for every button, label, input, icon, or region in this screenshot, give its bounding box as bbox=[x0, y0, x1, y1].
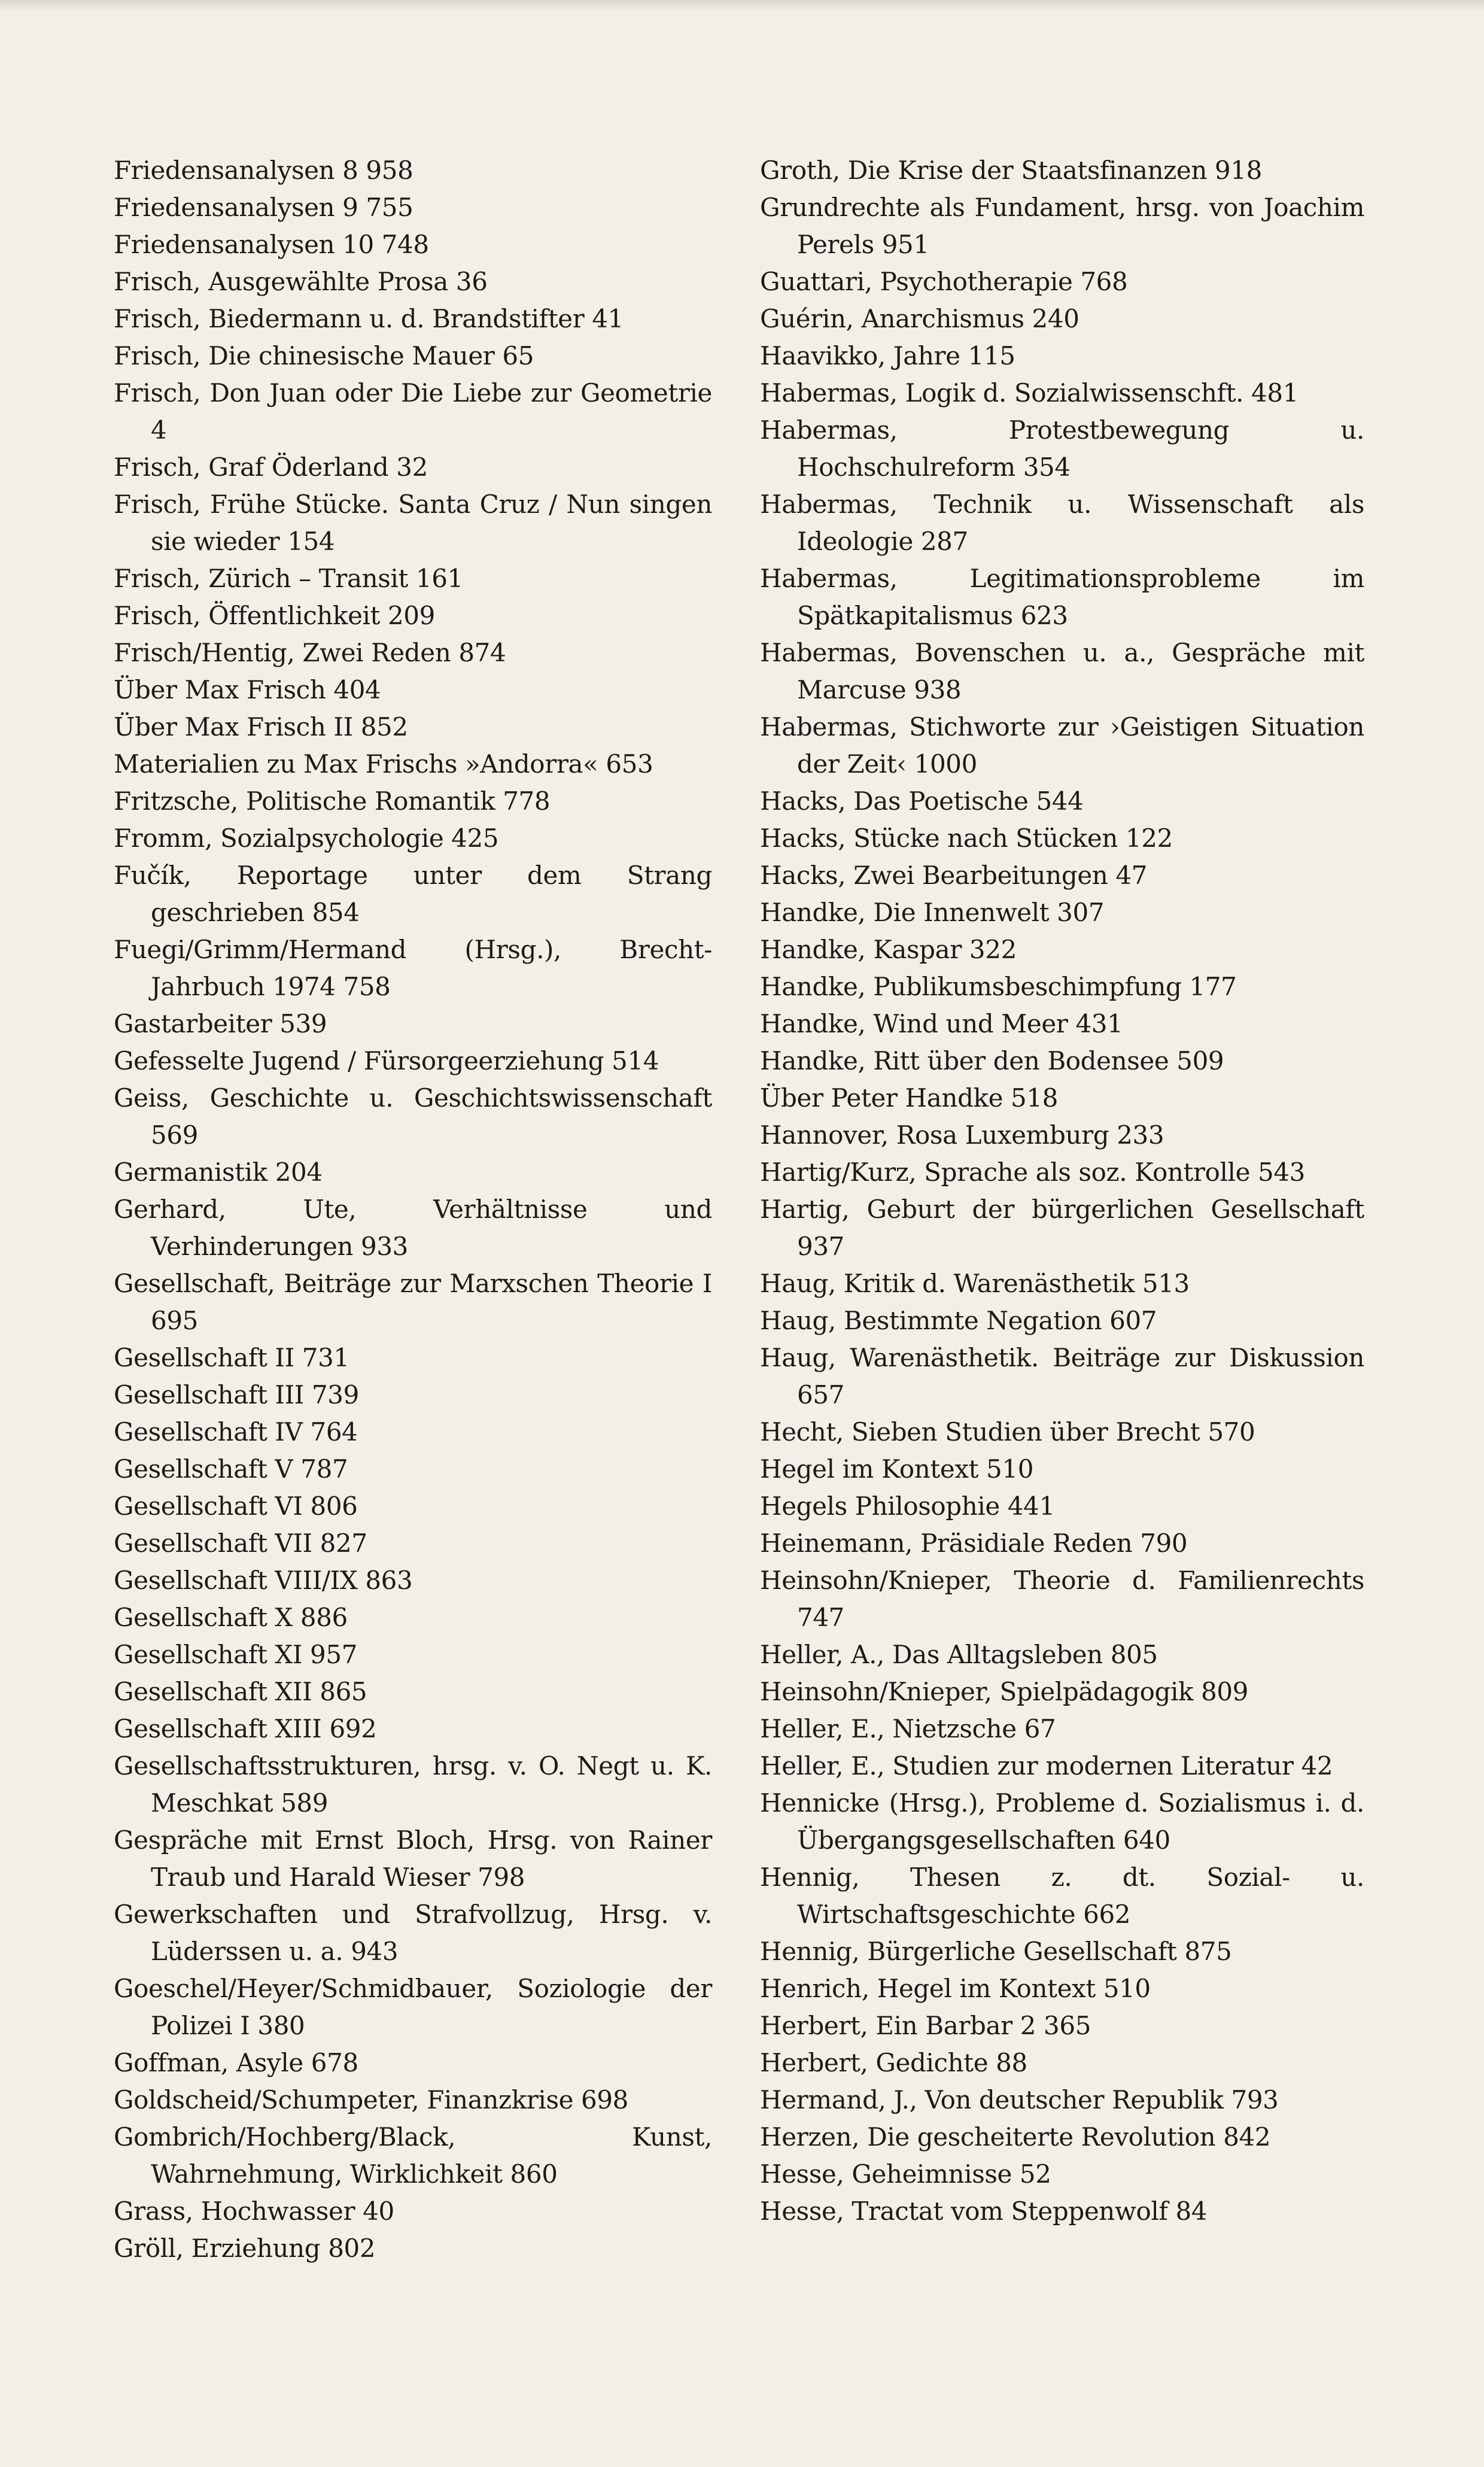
index-entry: Friedensanalysen 8 958 bbox=[114, 156, 413, 185]
page-top-edge bbox=[0, 0, 1484, 11]
index-entry: Herzen, Die gescheiterte Revolution 842 bbox=[760, 2122, 1271, 2152]
index-entry: Grundrechte als Fundament, hrsg. von Joachim Perels 951 bbox=[760, 193, 1364, 259]
index-entry: Frisch, Don Juan oder Die Liebe zur Geometrie 4 bbox=[114, 378, 712, 445]
index-entry: Gombrich/Hochberg/Black, Kunst, Wahrnehmung, Wirklichkeit 860 bbox=[114, 2122, 712, 2189]
index-entry: Hesse, Geheimnisse 52 bbox=[760, 2159, 1051, 2189]
index-entry: Hacks, Stücke nach Stücken 122 bbox=[760, 824, 1173, 853]
index-entry: Hesse, Tractat vom Steppenwolf 84 bbox=[760, 2196, 1208, 2226]
index-entry: Goffman, Asyle 678 bbox=[114, 2048, 358, 2077]
index-entry: Heller, A., Das Alltagsleben 805 bbox=[760, 1640, 1158, 1669]
index-entry: Fuegi/Grimm/Hermand (Hrsg.), Brecht-Jahrbuch 1974 758 bbox=[114, 935, 712, 1001]
index-entry: Gesellschaft XII 865 bbox=[114, 1677, 367, 1706]
index-entry: Friedensanalysen 9 755 bbox=[114, 193, 413, 222]
index-entry: Haug, Bestimmte Negation 607 bbox=[760, 1306, 1157, 1335]
index-entry: Guattari, Psychotherapie 768 bbox=[760, 267, 1128, 296]
index-entry: Habermas, Technik u. Wissenschaft als Ideologie 287 bbox=[760, 490, 1364, 556]
index-entry: Habermas, Protestbewegung u. Hochschulreform 354 bbox=[760, 415, 1364, 482]
index-column-left bbox=[114, 152, 712, 2267]
index-entry: Über Max Frisch II 852 bbox=[114, 712, 408, 742]
index-entry: Germanistik 204 bbox=[114, 1157, 323, 1187]
index-entry: Heinsohn/Knieper, Spielpädagogik 809 bbox=[760, 1677, 1248, 1706]
index-entry: Grass, Hochwasser 40 bbox=[114, 2196, 394, 2226]
index-entry: Handke, Ritt über den Bodensee 509 bbox=[760, 1046, 1224, 1075]
index-entry: Guérin, Anarchismus 240 bbox=[760, 304, 1079, 333]
index-entry: Frisch, Zürich – Transit 161 bbox=[114, 564, 463, 593]
index-entry: Handke, Publikumsbeschimpfung 177 bbox=[760, 972, 1237, 1001]
index-entry: Fučík, Reportage unter dem Strang geschrieben 854 bbox=[114, 861, 712, 927]
index-entry: Gesellschaft IV 764 bbox=[114, 1417, 358, 1447]
index-entry: Henrich, Hegel im Kontext 510 bbox=[760, 1974, 1151, 2003]
index-entry: Groth, Die Krise der Staatsfinanzen 918 bbox=[760, 156, 1262, 185]
index-entry: Fritzsche, Politische Romantik 778 bbox=[114, 786, 551, 816]
index-entry: Geiss, Geschichte u. Geschichtswissenschaft 569 bbox=[114, 1083, 712, 1150]
index-entry: Materialien zu Max Frischs »Andorra« 653 bbox=[114, 749, 653, 779]
index-entry: Gesellschaft III 739 bbox=[114, 1380, 359, 1409]
index-entry: Frisch, Ausgewählte Prosa 36 bbox=[114, 267, 488, 296]
index-entry: Habermas, Bovenschen u. a., Gespräche mit Marcuse 938 bbox=[760, 638, 1364, 704]
index-entry: Frisch, Graf Öderland 32 bbox=[114, 452, 428, 482]
index-entry: Haug, Kritik d. Warenästhetik 513 bbox=[760, 1269, 1190, 1298]
index-entry: Heller, E., Studien zur modernen Literatur 42 bbox=[760, 1751, 1333, 1781]
index-entry: Gespräche mit Ernst Bloch, Hrsg. von Rainer Traub und Harald Wieser 798 bbox=[114, 1825, 712, 1892]
index-entry: Hartig, Geburt der bürgerlichen Gesellschaft 937 bbox=[760, 1195, 1364, 1261]
index-entry: Hegel im Kontext 510 bbox=[760, 1454, 1034, 1484]
index-entry: Gesellschaft V 787 bbox=[114, 1454, 348, 1484]
index-entry: Gesellschaft VII 827 bbox=[114, 1529, 367, 1558]
index-entry: Hegels Philosophie 441 bbox=[760, 1491, 1055, 1521]
index-entry: Hacks, Das Poetische 544 bbox=[760, 786, 1084, 816]
index-entry: Gesellschaft II 731 bbox=[114, 1343, 349, 1372]
index-entry: Über Max Frisch 404 bbox=[114, 675, 381, 704]
index-entry: Herbert, Ein Barbar 2 365 bbox=[760, 2011, 1091, 2040]
index-entry: Habermas, Stichworte zur ›Geistigen Situation der Zeit‹ 1000 bbox=[760, 712, 1364, 779]
index-entry: Über Peter Handke 518 bbox=[760, 1083, 1058, 1113]
index-entry: Haug, Warenästhetik. Beiträge zur Diskussion 657 bbox=[760, 1343, 1364, 1409]
index-entry: Gesellschaft, Beiträge zur Marxschen Theorie I 695 bbox=[114, 1269, 712, 1335]
index-entry: Habermas, Legitimationsprobleme im Spätkapitalismus 623 bbox=[760, 564, 1364, 630]
index-entry: Hannover, Rosa Luxemburg 233 bbox=[760, 1120, 1164, 1150]
index-entry: Handke, Die Innenwelt 307 bbox=[760, 898, 1105, 927]
index-entry: Heinemann, Präsidiale Reden 790 bbox=[760, 1529, 1188, 1558]
index-entry: Gefesselte Jugend / Fürsorgeerziehung 514 bbox=[114, 1046, 659, 1075]
index-entry: Hennicke (Hrsg.), Probleme d. Sozialismus i. d. Übergangsgesellschaften 640 bbox=[760, 1788, 1364, 1855]
index-entry: Heller, E., Nietzsche 67 bbox=[760, 1714, 1056, 1743]
index-entry: Fromm, Sozialpsychologie 425 bbox=[114, 824, 499, 853]
index-column-right bbox=[760, 152, 1364, 2230]
index-entry: Goldscheid/Schumpeter, Finanzkrise 698 bbox=[114, 2085, 628, 2114]
index-entry: Hacks, Zwei Bearbeitungen 47 bbox=[760, 861, 1148, 890]
index-entry: Haavikko, Jahre 115 bbox=[760, 341, 1015, 370]
index-entry: Gesellschaft XIII 692 bbox=[114, 1714, 377, 1743]
index-entry: Gastarbeiter 539 bbox=[114, 1009, 327, 1038]
index-entry: Frisch, Frühe Stücke. Santa Cruz / Nun singen sie wieder 154 bbox=[114, 490, 712, 556]
index-entry: Hermand, J., Von deutscher Republik 793 bbox=[760, 2085, 1279, 2114]
index-entry: Handke, Kaspar 322 bbox=[760, 935, 1017, 964]
index-entry: Herbert, Gedichte 88 bbox=[760, 2048, 1027, 2077]
index-entry: Handke, Wind und Meer 431 bbox=[760, 1009, 1123, 1038]
index-entry: Frisch, Die chinesische Mauer 65 bbox=[114, 341, 534, 370]
index-entry: Frisch, Biedermann u. d. Brandstifter 41 bbox=[114, 304, 624, 333]
index-entry: Friedensanalysen 10 748 bbox=[114, 230, 429, 259]
index-entry: Heinsohn/Knieper, Theorie d. Familienrechts 747 bbox=[760, 1566, 1364, 1632]
index-entry: Habermas, Logik d. Sozialwissenschft. 481 bbox=[760, 378, 1298, 408]
index-entry: Frisch/Hentig, Zwei Reden 874 bbox=[114, 638, 506, 667]
index-entry: Gerhard, Ute, Verhältnisse und Verhinderungen 933 bbox=[114, 1195, 712, 1261]
index-entry: Gesellschaft VIII/IX 863 bbox=[114, 1566, 413, 1595]
index-entry: Gesellschaft VI 806 bbox=[114, 1491, 358, 1521]
index-entry: Hennig, Bürgerliche Gesellschaft 875 bbox=[760, 1937, 1232, 1966]
index-entry: Frisch, Öffentlichkeit 209 bbox=[114, 601, 435, 630]
index-entry: Hennig, Thesen z. dt. Sozial- u. Wirtschaftsgeschichte 662 bbox=[760, 1863, 1364, 1929]
index-entry: Hartig/Kurz, Sprache als soz. Kontrolle 543 bbox=[760, 1157, 1305, 1187]
index-entry: Gewerkschaften und Strafvollzug, Hrsg. v. Lüderssen u. a. 943 bbox=[114, 1900, 712, 1966]
index-entry: Goeschel/Heyer/Schmidbauer, Soziologie der Polizei I 380 bbox=[114, 1974, 712, 2040]
index-entry: Gesellschaft XI 957 bbox=[114, 1640, 358, 1669]
index-entry: Gröll, Erziehung 802 bbox=[114, 2234, 376, 2263]
index-entry: Gesellschaftsstrukturen, hrsg. v. O. Negt u. K. Meschkat 589 bbox=[114, 1751, 712, 1818]
index-entry: Gesellschaft X 886 bbox=[114, 1603, 348, 1632]
index-entry: Hecht, Sieben Studien über Brecht 570 bbox=[760, 1417, 1255, 1447]
